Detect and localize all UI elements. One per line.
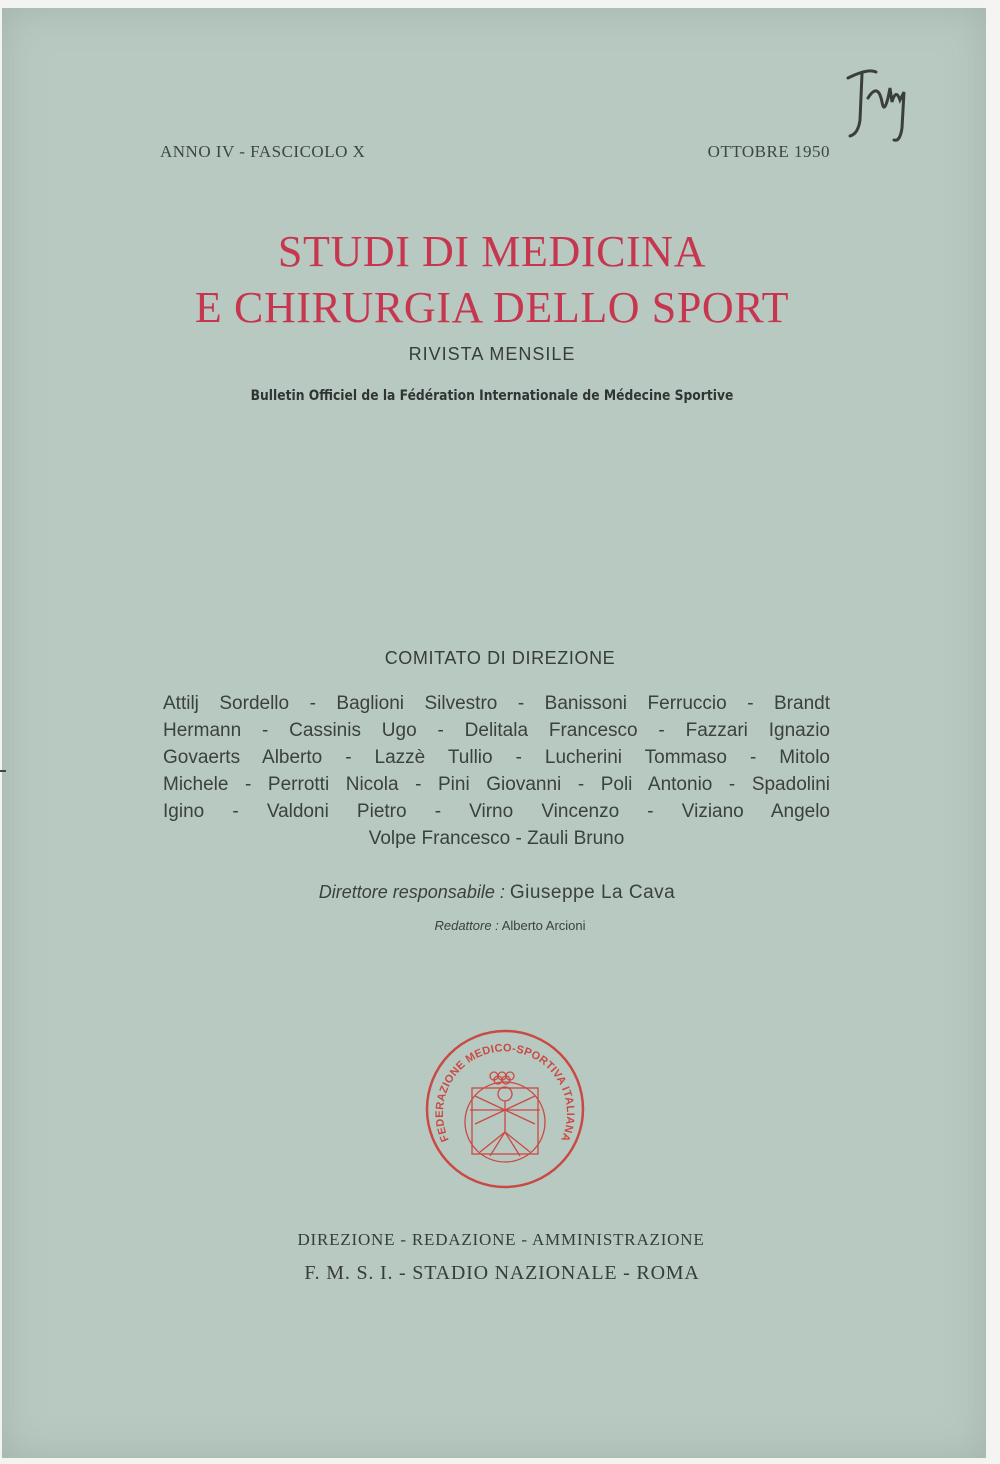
director-name: Giuseppe La Cava	[509, 882, 676, 903]
journal-title-line-1: STUDI DI MEDICINA	[277, 227, 707, 276]
committee-heading: COMITATO DI DIREZIONE	[384, 648, 616, 668]
address-departments: DIREZIONE - REDAZIONE - AMMINISTRAZIONE	[297, 1230, 705, 1249]
committee-line: Attilj Sordello - Baglioni Silvestro - Banissoni Ferruccio - Brandt	[163, 693, 830, 714]
editor-role: Redattore :	[434, 918, 499, 933]
seal-text: FEDERAZIONE MEDICO-SPORTIVA ITALIANA	[433, 1042, 577, 1144]
editor-line	[0, 918, 1000, 933]
committee-line: Govaerts Alberto - Lazzè Tullio - Lucherini Tommaso - Mitolo	[163, 747, 830, 768]
journal-subtitle: RIVISTA MENSILE	[408, 344, 576, 364]
vitruvian-man-seal-icon	[420, 1024, 590, 1194]
committee-line: Hermann - Cassinis Ugo - Delitala Francesco - Fazzari Ignazio	[163, 720, 830, 741]
address-location: F. M. S. I. - STADIO NAZIONALE - ROMA	[304, 1262, 700, 1284]
committee-line: Igino - Valdoni Pietro - Virno Vincenzo - Viziano Angelo	[163, 801, 830, 822]
issue-line	[160, 142, 830, 162]
bulletin-line: Bulletin Officiel de la Fédération Internationale de Médecine Sportive	[250, 388, 734, 404]
journal-title-line-2: E CHIRURGIA DELLO SPORT	[194, 283, 790, 332]
committee-line: Volpe Francesco - Zauli Bruno	[368, 828, 625, 849]
committee-line: Michele - Perrotti Nicola - Pini Giovanni - Poli Antonio - Spadolini	[163, 774, 830, 795]
issue-date: OTTOBRE 1950	[707, 142, 830, 161]
editor-name: Alberto Arcioni	[501, 918, 586, 933]
director-line	[0, 882, 994, 904]
director-role: Direttore responsabile :	[318, 882, 505, 902]
scan-mark	[0, 770, 6, 772]
issue-number: ANNO IV - FASCICOLO X	[160, 142, 366, 161]
committee-members	[163, 690, 830, 852]
handwritten-mark-icon	[838, 58, 918, 158]
